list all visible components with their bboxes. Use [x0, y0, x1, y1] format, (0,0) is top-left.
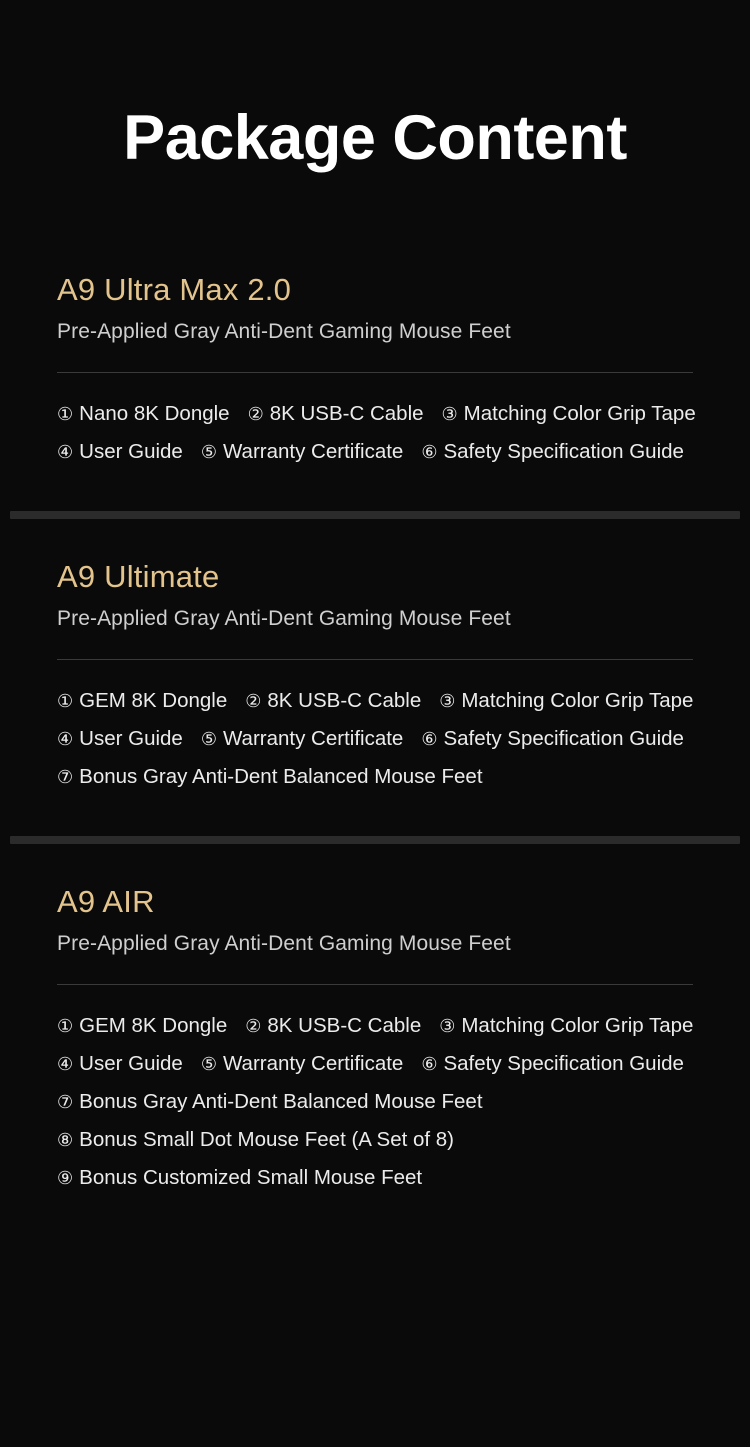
section-a9-air: [0, 884, 750, 1197]
section-title: A9 AIR: [57, 883, 155, 919]
item-number: ⑨: [57, 1167, 74, 1188]
item-row: [57, 1007, 711, 1045]
list-item: [245, 1007, 421, 1045]
item-number: ②: [245, 1015, 262, 1036]
item-row: [57, 758, 501, 796]
item-number: ⑧: [57, 1129, 74, 1150]
item-label: 8K USB-C Cable: [267, 1013, 422, 1037]
item-number: ⑤: [200, 1053, 217, 1074]
item-label: GEM 8K Dongle: [79, 688, 228, 712]
list-item: [248, 395, 424, 433]
item-row: [57, 1045, 702, 1083]
item-label: Matching Color Grip Tape: [461, 1013, 694, 1037]
list-item: [245, 682, 421, 720]
section-divider-line: [57, 659, 693, 660]
section-separator: [10, 836, 740, 844]
section-item-list: [57, 682, 693, 796]
item-label: 8K USB-C Cable: [269, 401, 424, 425]
item-number: ③: [439, 690, 456, 711]
item-number: ④: [57, 728, 74, 749]
item-label: Matching Color Grip Tape: [463, 401, 696, 425]
list-item: [57, 1121, 454, 1159]
item-label: Warranty Certificate: [222, 726, 404, 750]
item-number: ⑦: [57, 766, 74, 787]
section-a9-ultimate: [0, 559, 750, 796]
item-number: ①: [57, 690, 74, 711]
item-label: Bonus Small Dot Mouse Feet (A Set of 8): [79, 1127, 455, 1151]
item-row: [57, 1159, 440, 1197]
item-row: [57, 1083, 501, 1121]
item-number: ②: [247, 403, 264, 424]
item-label: GEM 8K Dongle: [79, 1013, 228, 1037]
section-divider-line: [57, 984, 693, 985]
section-item-list: [57, 1007, 693, 1197]
list-item: [57, 682, 227, 720]
item-number: ⑤: [200, 441, 217, 462]
item-label: Safety Specification Guide: [443, 439, 684, 463]
item-label: Safety Specification Guide: [443, 1051, 684, 1075]
list-item: [421, 433, 684, 471]
list-item: [57, 433, 183, 471]
list-item: [442, 395, 696, 433]
item-number: ⑥: [421, 441, 438, 462]
list-item: [201, 1045, 404, 1083]
item-number: ③: [441, 403, 458, 424]
list-item: [201, 720, 404, 758]
page-title: Package Content: [123, 103, 627, 174]
list-item: [57, 720, 183, 758]
section-separator: [10, 511, 740, 519]
section-subtitle: Pre-Applied Gray Anti-Dent Gaming Mouse Feet: [57, 931, 511, 955]
list-item: [421, 720, 684, 758]
item-number: ⑦: [57, 1091, 74, 1112]
section-subtitle: Pre-Applied Gray Anti-Dent Gaming Mouse Feet: [57, 319, 511, 343]
item-label: Bonus Customized Small Mouse Feet: [79, 1165, 423, 1189]
section-item-list: [57, 395, 696, 471]
item-number: ④: [57, 1053, 74, 1074]
item-row: [57, 1121, 472, 1159]
list-item: [57, 1007, 227, 1045]
item-number: ②: [245, 690, 262, 711]
section-title: A9 Ultimate: [57, 558, 220, 594]
section-title: A9 Ultra Max 2.0: [57, 271, 292, 307]
item-label: Bonus Gray Anti-Dent Balanced Mouse Feet: [79, 1089, 483, 1113]
item-number: ⑤: [200, 728, 217, 749]
list-item: [57, 1159, 422, 1197]
item-row: [57, 395, 714, 433]
item-label: Safety Specification Guide: [443, 726, 684, 750]
item-number: ⑥: [421, 1053, 438, 1074]
item-label: Warranty Certificate: [222, 1051, 404, 1075]
item-label: Bonus Gray Anti-Dent Balanced Mouse Feet: [79, 764, 483, 788]
section-subtitle: Pre-Applied Gray Anti-Dent Gaming Mouse Feet: [57, 606, 511, 630]
item-label: Matching Color Grip Tape: [461, 688, 694, 712]
list-item: [201, 433, 404, 471]
item-label: Nano 8K Dongle: [79, 401, 230, 425]
item-row: [57, 433, 702, 471]
package-content-page: [0, 42, 750, 1447]
list-item: [421, 1045, 684, 1083]
sections-container: [0, 272, 750, 1197]
item-label: Warranty Certificate: [222, 439, 404, 463]
item-row: [57, 720, 702, 758]
item-number: ①: [57, 1015, 74, 1036]
list-item: [57, 1083, 483, 1121]
list-item: [57, 758, 483, 796]
item-number: ①: [57, 403, 74, 424]
item-number: ⑥: [421, 728, 438, 749]
list-item: [57, 1045, 183, 1083]
list-item: [439, 682, 693, 720]
list-item: [57, 395, 230, 433]
item-number: ④: [57, 441, 74, 462]
item-row: [57, 682, 711, 720]
item-number: ③: [439, 1015, 456, 1036]
section-divider-line: [57, 372, 693, 373]
item-label: User Guide: [79, 439, 183, 463]
section-a9-ultra-max: [0, 272, 750, 471]
list-item: [439, 1007, 693, 1045]
item-label: 8K USB-C Cable: [267, 688, 422, 712]
item-label: User Guide: [79, 726, 183, 750]
item-label: User Guide: [79, 1051, 183, 1075]
